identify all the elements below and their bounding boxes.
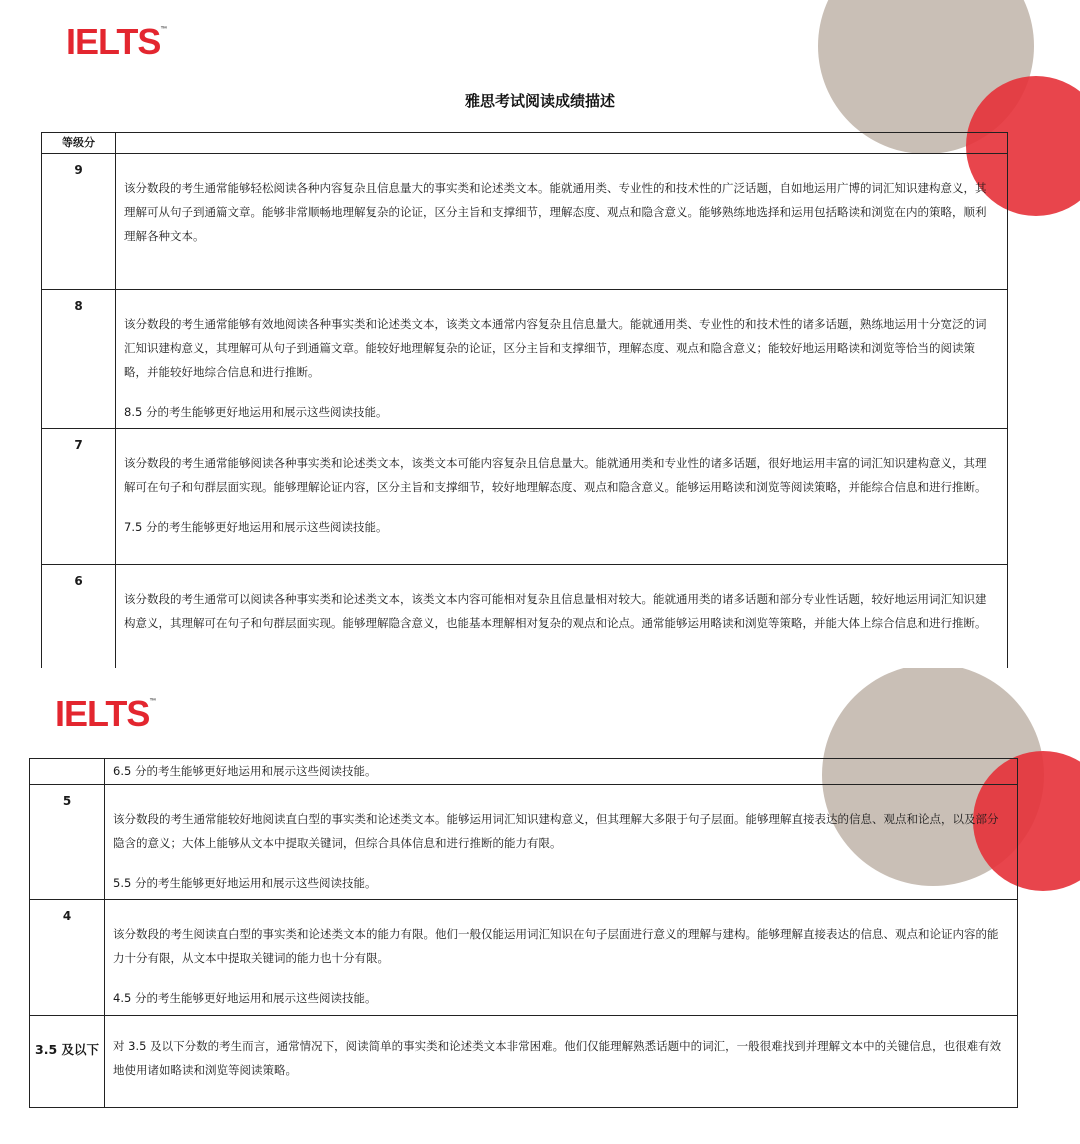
band-score: 3.5 及以下 <box>30 1016 105 1108</box>
half-band-note: 7.5 分的考生能够更好地运用和展示这些阅读技能。 <box>124 520 388 534</box>
half-band-note: 8.5 分的考生能够更好地运用和展示这些阅读技能。 <box>124 405 388 419</box>
band-score: 4 <box>30 900 105 1016</box>
description-text: 该分数段的考生通常能较好地阅读直白型的事实类和论述类文本。能够运用词汇知识建构意义，但其理解大多限于句子层面。能够理解直接表达的信息、观点和论点，以及部分隐含的意义；大体上能够从文本中提取关键词，但综合具体信息和进行推断的能力有限。 <box>113 812 999 850</box>
page-2 <box>0 668 1080 1144</box>
band-description <box>105 900 1018 1016</box>
description-text: 该分数段的考生通常能够阅读各种事实类和论述类文本，该类文本可能内容复杂且信息量大。能就通用类和专业性的诸多话题，很好地运用丰富的词汇知识建构意义，其理解可在句子和句群层面实现。能够理解论证内容，区分主旨和支撑细节，较好地理解态度、观点和隐含意义。能够运用略读和浏览等阅读策略，并能综合信息和进行推断。 <box>124 456 987 494</box>
band-description <box>105 1016 1018 1108</box>
band-description <box>105 785 1018 900</box>
band-score: 9 <box>42 154 116 290</box>
ielts-logo: IELTS™ <box>66 21 168 62</box>
band-score: 5 <box>30 785 105 900</box>
description-text: 该分数段的考生阅读直白型的事实类和论述类文本的能力有限。他们一般仅能运用词汇知识在句子层面进行意义的理解与建构。能够理解直接表达的信息、观点和论证内容的能力十分有限，从文本中提取关键词的能力也十分有限。 <box>113 927 999 965</box>
table-row <box>30 900 1018 1016</box>
band-description <box>105 759 1018 785</box>
ielts-logo: IELTS™ <box>55 693 157 734</box>
band-description <box>116 565 1008 669</box>
band-score-table <box>41 132 1008 668</box>
description-text: 该分数段的考生通常能够轻松阅读各种内容复杂且信息量大的事实类和论述类文本。能就通用类、专业性的和技术性的广泛话题，自如地运用广博的词汇知识建构意义，其理解可从句子到通篇文章。能够非常顺畅地理解复杂的论证，区分主旨和支撑细节，理解态度、观点和隐含意义。能够熟练地选择和运用包括略读和浏览在内的策略，顺利理解各种文本。 <box>124 181 987 243</box>
band-description <box>116 154 1008 290</box>
description-text: 对 3.5 及以下分数的考生而言，通常情况下，阅读简单的事实类和论述类文本非常困难。他们仅能理解熟悉话题中的词汇，一般很难找到并理解文本中的关键信息，也很难有效地使用诸如略读和浏览等阅读策略。 <box>113 1039 1002 1077</box>
band-description <box>116 429 1008 565</box>
half-band-note: 4.5 分的考生能够更好地运用和展示这些阅读技能。 <box>113 991 377 1005</box>
table-header-row <box>42 133 1008 154</box>
table-row <box>30 1016 1018 1108</box>
description-text: 该分数段的考生通常能够有效地阅读各种事实类和论述类文本，该类文本通常内容复杂且信息量大。能就通用类、专业性的和技术性的诸多话题，熟练地运用十分宽泛的词汇知识建构意义，其理解可从句子到通篇文章。能较好地理解复杂的论证，区分主旨和支撑细节，理解态度、观点和隐含意义；能较好地运用略读和浏览等恰当的阅读策略，并能较好地综合信息和进行推断。 <box>124 317 987 379</box>
header-score-cell: 等级分 <box>42 133 116 154</box>
band-score-table-continued <box>29 758 1018 1108</box>
table-row <box>42 290 1008 429</box>
table-row <box>42 429 1008 565</box>
band-description <box>116 290 1008 429</box>
page-title: 雅思考试阅读成绩描述 <box>464 92 615 110</box>
band-score: 7 <box>42 429 116 565</box>
description-text: 该分数段的考生通常可以阅读各种事实类和论述类文本，该类文本内容可能相对复杂且信息量相对较大。能就通用类的诸多话题和部分专业性话题，较好地运用词汇知识建构意义，其理解可在句子和句群层面实现。能够理解隐含意义，也能基本理解相对复杂的观点和论点。通常能够运用略读和浏览等策略，并能大体上综合信息和进行推断。 <box>124 592 987 630</box>
half-band-note: 6.5 分的考生能够更好地运用和展示这些阅读技能。 <box>113 764 377 778</box>
band-score <box>30 759 105 785</box>
half-band-note: 5.5 分的考生能够更好地运用和展示这些阅读技能。 <box>113 876 377 890</box>
table-row <box>30 785 1018 900</box>
band-score: 6 <box>42 565 116 669</box>
table-row <box>42 565 1008 669</box>
header-description-cell <box>116 133 1008 154</box>
table-row <box>30 759 1018 785</box>
band-score: 8 <box>42 290 116 429</box>
table-row <box>42 154 1008 290</box>
